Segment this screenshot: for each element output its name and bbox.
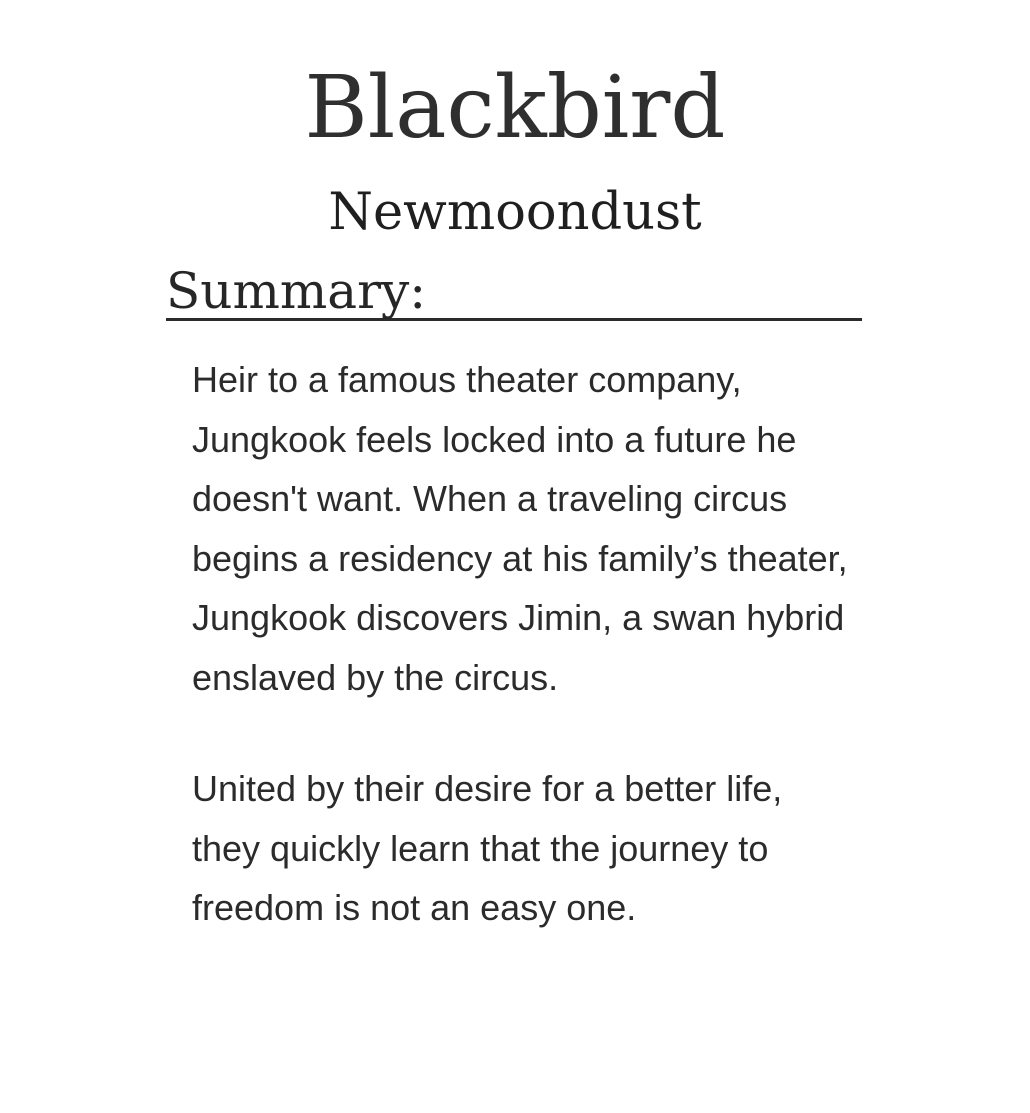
work-author: Newmoondust [328,183,702,242]
summary-heading: Summary: [166,260,862,321]
summary-paragraph: United by their desire for a better life, they quickly learn that the journey to freedom is not an easy one. [192,768,783,928]
summary-body [192,350,852,938]
work-title: Blackbird [304,58,726,158]
summary-paragraph: Heir to a famous theater company, Jungkook feels locked into a future he doesn't want. When a traveling circus begins a residency at his family’s theater, Jungkook discovers Jimin, a swan hybrid enslaved by the circus. [192,359,848,698]
